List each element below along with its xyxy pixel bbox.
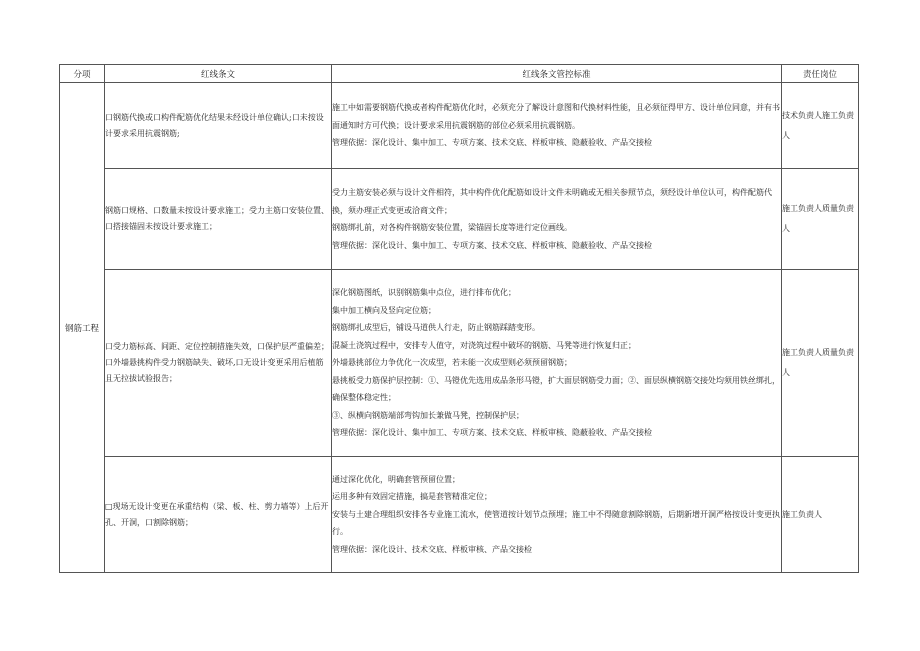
clause-cell: □现场无设计变更在承重结构（梁、板、柱、剪力墙等）上后开孔、开洞，口割除钢筋；	[105, 457, 332, 573]
standard-line: 施工中如需要钢筋代换或者构件配筋优化时，必须充分了解设计意图和代换材料性能，且必须征得甲方、设计单位同意，并有书面通知时方可代换；设计要求采用抗震钢筋的部位必须采用抗震钢筋。	[332, 103, 780, 130]
standard-line: 混凝土浇筑过程中，安排专人值守，对浇筑过程中破坏的钢筋、马凳等进行恢复归正；	[332, 340, 636, 350]
standard-cell	[332, 270, 782, 457]
standard-cell	[332, 169, 782, 270]
responsible-cell: 施工负责人质量负责人	[782, 169, 859, 270]
redline-table	[59, 64, 859, 573]
table-row	[60, 83, 859, 169]
standard-line: 管理依据：深化设计、集中加工、专项方案、技术交底、样板审核、隐蔽验收、产品交接检	[332, 428, 652, 438]
table-row	[60, 270, 859, 457]
standard-line: 悬挑板受力筋保护层控制：①、马镫优先选用成品条形马镫，扩大面层钢筋受力面；②、面层纵横钢筋交接处均须用铁丝绑扎，确保整体稳定性；	[332, 375, 780, 403]
responsible-cell: 施工负责人质量负责人	[782, 270, 859, 457]
table-header-row	[60, 65, 859, 83]
standard-line: 钢筋绑扎成型后，铺设马道供人行走，防止钢筋踩踏变形。	[332, 323, 540, 333]
standard-line: 管理依据：深化设计、集中加工、专项方案、技术交底、样板审核、隐蔽验收、产品交接检	[332, 138, 652, 148]
standard-line: 安装与土建合理组织安排各专业施工流水，使管道按计划节点预埋；施工中不得随意割除钢筋，后期新增开洞严格按设计变更执行。	[332, 509, 780, 537]
standard-line: ③、纵横向钢筋端部弯钩加长兼做马凳，控制保护层；	[332, 410, 524, 420]
clause-cell: 钢筋口规格、口数量未按设计要求施工；受力主筋口安装位置、口搭接锚固未按设计要求施工；	[105, 169, 332, 270]
clause-cell: 口钢筋代换或口构件配筋优化结果未经设计单位确认;口未按设计要求采用抗震钢筋;	[105, 83, 332, 169]
table-row	[60, 169, 859, 270]
table-row	[60, 457, 859, 573]
standard-line: 集中加工横向及竖向定位筋；	[332, 305, 436, 315]
header-clause: 红线条文	[105, 65, 332, 83]
standard-line: 通过深化优化，明确套管预留位置；	[332, 474, 460, 484]
standard-cell	[332, 457, 782, 573]
category-cell: 钢筋工程	[60, 83, 105, 573]
standard-line: 深化钢筋图纸，识别钢筋集中点位，进行排布优化；	[332, 288, 516, 298]
standard-line: 运用多种有效固定措施，搞是套管精准定位；	[332, 492, 492, 502]
header-standard: 红线条文管控标准	[332, 65, 782, 83]
header-category: 分项	[60, 65, 105, 83]
standard-line: 管理依据：深化设计、技术交底、样板审核、产品交接检	[332, 544, 532, 554]
standard-cell	[332, 83, 782, 169]
responsible-cell: 施工负责人	[782, 457, 859, 573]
clause-cell: 口受力筋标高、间距、定位控制措施失效，口保护层严重偏差；口外墙悬挑构件受力钢筋缺失、破坏,口无设计变更采用后植筋且无拉拔试验报告；	[105, 270, 332, 457]
standard-line: 钢筋绑扎前，对各构件钢筋安装位置，梁锚固长度等进行定位画线。	[332, 223, 572, 232]
responsible-cell: 技术负责人施工负责人	[782, 83, 859, 169]
header-responsible: 责任岗位	[782, 65, 859, 83]
standard-line: 外墙悬挑部位力争优化一次成型，若未能一次成型则必须预留钢筋；	[332, 358, 572, 368]
standard-line: 管理依据：深化设计、集中加工、专项方案、技术交底、样板审核、隐蔽验收、产品交接检	[332, 240, 652, 250]
standard-line: 受力主筋安装必须与设计文件相符，其中构件优化配筋如设计文件未明确或无相关参照节点，须经设计单位认可，构件配筋代换，须办理正式变更或洽商文件；	[332, 188, 772, 215]
